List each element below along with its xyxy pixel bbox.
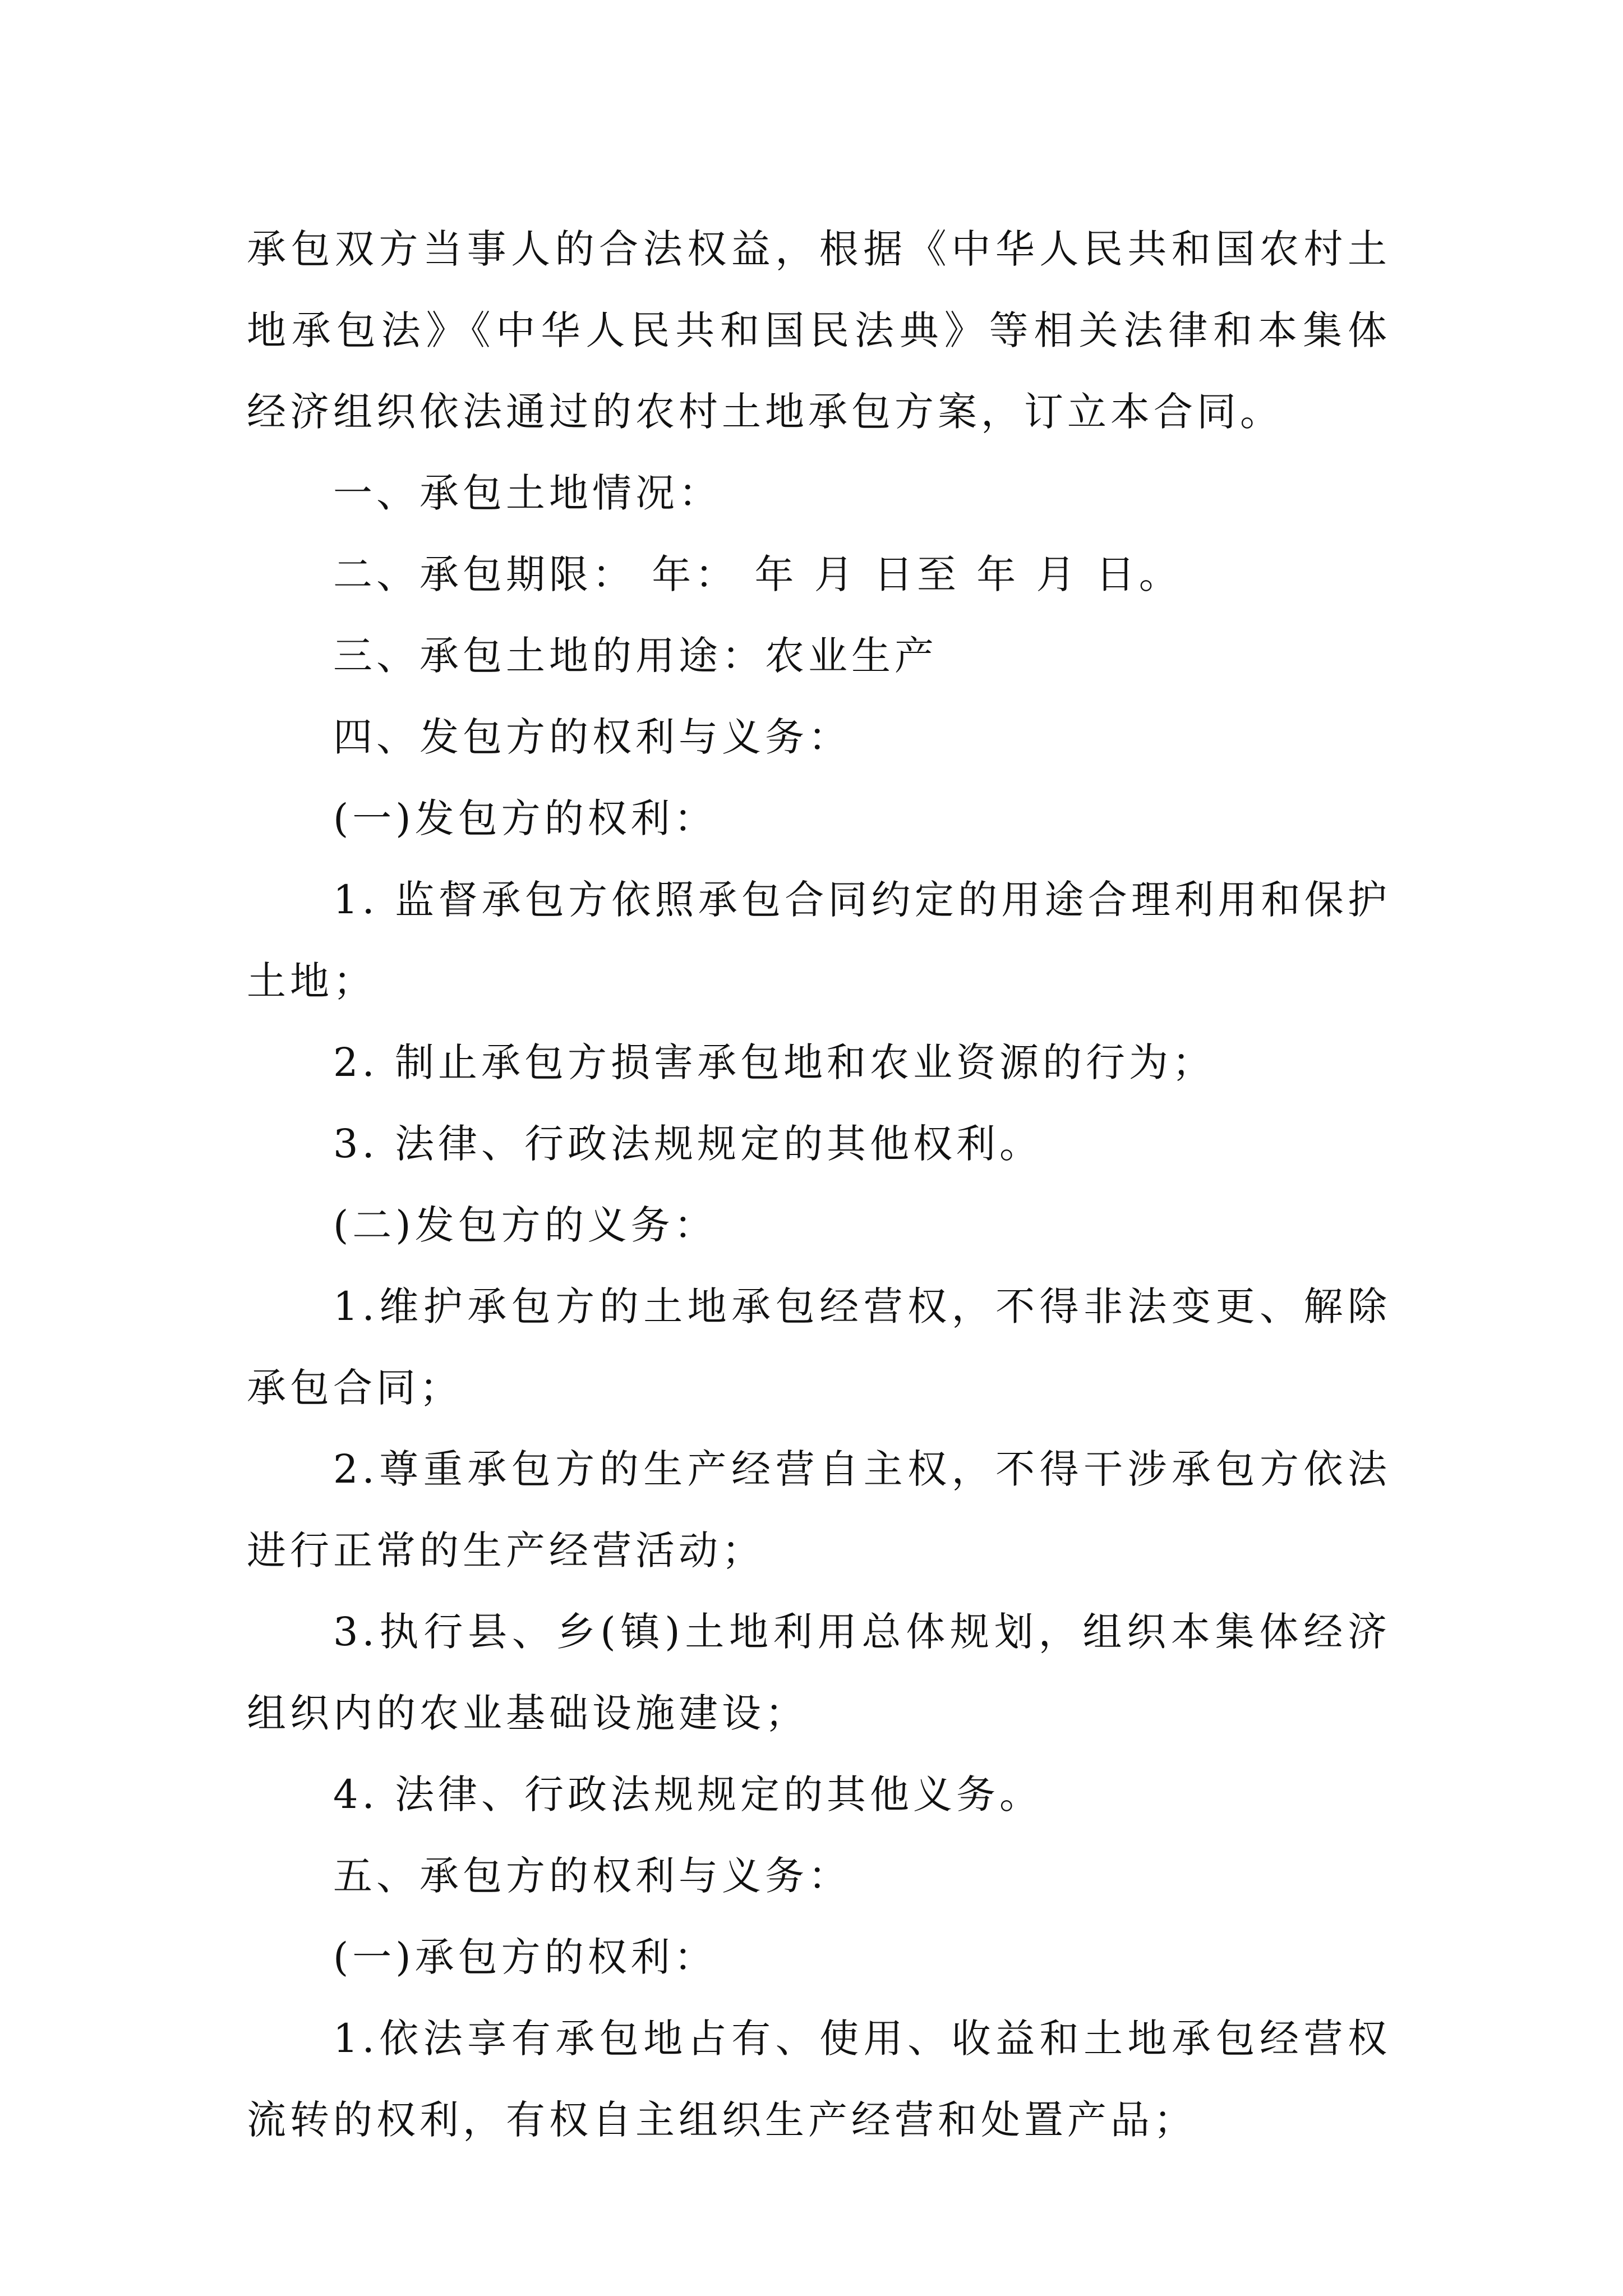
- list-item: 3.执行县、乡(镇)土地利用总体规划，组织本集体经济组织内的农业基础设施建设；: [247, 1609, 1391, 1736]
- list-item: 2.尊重承包方的生产经营自主权，不得干涉承包方依法进行正常的生产经营活动；: [247, 1446, 1391, 1573]
- subsection-heading: (一)承包方的权利：: [333, 1934, 717, 1980]
- section-5-heading: 五、承包方的权利与义务：: [333, 1853, 851, 1899]
- section-3-heading: 三、承包土地的用途：农业生产: [333, 633, 938, 679]
- list-item: 1. 监督承包方依照承包合同约定的用途合理利用和保护土地；: [247, 877, 1391, 1004]
- list-item: 1.依法享有承包地占有、使用、收益和土地承包经营权流转的权利，有权自主组织生产经营和处置产品；: [247, 2016, 1391, 2143]
- subsection-heading: (二)发包方的义务：: [333, 1202, 717, 1248]
- list-item: 4. 法律、行政法规规定的其他义务。: [333, 1772, 1043, 1818]
- list-item: 1.维护承包方的土地承包经营权，不得非法变更、解除承包合同；: [247, 1283, 1391, 1411]
- section-1-heading: 一、承包土地情况：: [333, 470, 722, 516]
- section-4-heading: 四、发包方的权利与义务：: [333, 714, 851, 760]
- list-item: 2. 制止承包方损害承包地和农业资源的行为；: [333, 1039, 1216, 1085]
- section-2-heading: 二、承包期限： 年： 年 月 日至 年 月 日。: [333, 551, 1182, 597]
- subsection-heading: (一)发包方的权利：: [333, 795, 717, 841]
- document-body: [247, 209, 1391, 2161]
- list-item: 3. 法律、行政法规规定的其他权利。: [333, 1121, 1043, 1167]
- paragraph-opening: 承包双方当事人的合法权益，根据《中华人民共和国农村土地承包法》《中华人民共和国民法典》等相关法律和本集体经济组织依法通过的农村土地承包方案，订立本合同。: [247, 226, 1391, 435]
